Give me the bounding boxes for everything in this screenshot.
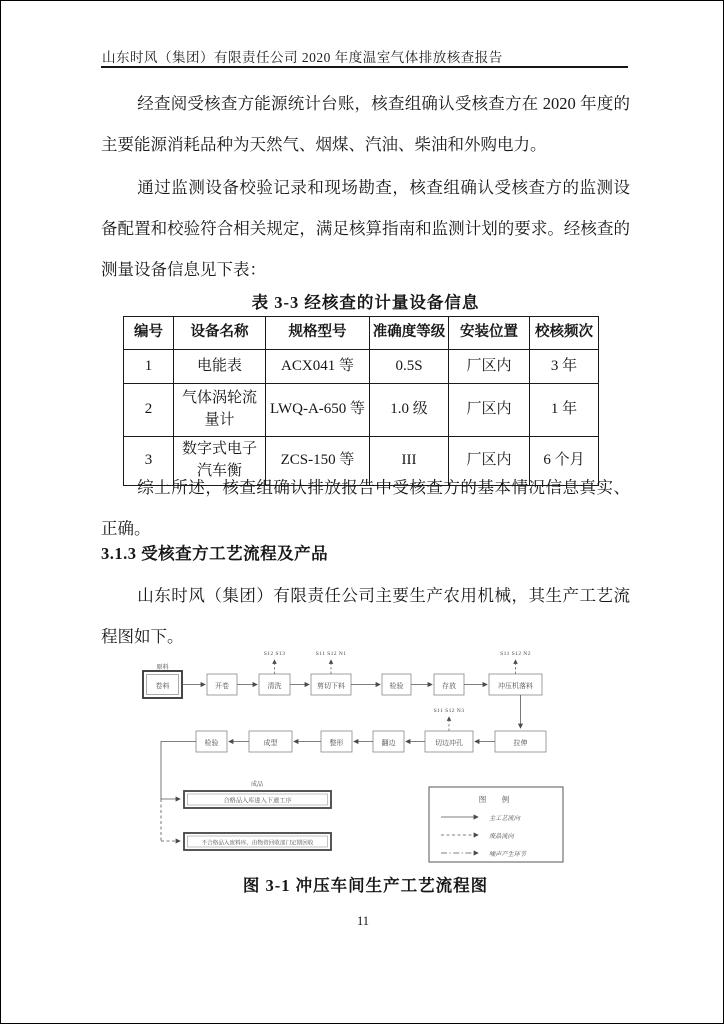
paragraph-conclusion: 综上所述，核查组确认排放报告中受核查方的基本情况信息真实、正确。 xyxy=(101,478,630,538)
metering-device-table xyxy=(123,316,599,486)
svg-text:存放: 存放 xyxy=(442,682,456,690)
flowchart-legend xyxy=(429,787,563,862)
svg-text:检验: 检验 xyxy=(389,682,404,690)
col-header-device-name: 设备名称 xyxy=(174,317,266,350)
product-label: 成品 xyxy=(250,781,264,788)
cell: 3 年 xyxy=(530,350,599,384)
flow-node-inspect-2 xyxy=(196,731,227,752)
figure-3-1-caption: 图 3-1 冲压车间生产工艺流程图 xyxy=(242,876,489,895)
legend-noise-source: 噪声产生环节 xyxy=(489,851,527,858)
cell: ZCS-150 等 xyxy=(266,437,370,486)
col-header-location: 安装位置 xyxy=(449,317,530,350)
cell: 2 xyxy=(124,384,174,437)
emission-label-n3: S11 S12 N3 xyxy=(433,708,465,714)
table-3-3-title: 表 3-3 经核查的计量设备信息 xyxy=(251,293,480,312)
emission-label-n1: S11 S12 N1 xyxy=(315,651,347,657)
col-header-calibration: 校核频次 xyxy=(530,317,599,350)
header-rule xyxy=(101,66,628,68)
cell: 电能表 xyxy=(174,350,266,384)
emission-label-s12-s13: S12 S13 xyxy=(263,651,286,657)
col-header-accuracy: 准确度等级 xyxy=(370,317,449,350)
flow-node-storage xyxy=(434,674,464,695)
flow-node-qualified-output xyxy=(184,780,331,808)
table-row xyxy=(124,350,599,384)
legend-waste-flow: 废品流向 xyxy=(489,833,514,840)
cell: 气体涡轮流量计 xyxy=(174,384,266,437)
flow-node-flanging xyxy=(373,731,404,752)
raw-material-label: 原料 xyxy=(156,664,169,671)
emission-source-labels xyxy=(264,651,531,731)
cell: 6 个月 xyxy=(530,437,599,486)
flow-node-washing xyxy=(259,674,290,695)
cell: ACX041 等 xyxy=(266,350,370,384)
cell: 厂区内 xyxy=(449,437,530,486)
legend-main-flow: 主工艺流向 xyxy=(489,815,520,822)
cell: 数字式电子汽车衡 xyxy=(174,437,266,486)
cell: 厂区内 xyxy=(449,384,530,437)
process-flowchart xyxy=(131,645,571,867)
col-header-number: 编号 xyxy=(124,317,174,350)
flow-node-drawing xyxy=(495,731,546,752)
flow-node-trim-punch xyxy=(425,731,473,752)
cell: LWQ-A-650 等 xyxy=(266,384,370,437)
svg-text:成型: 成型 xyxy=(263,739,278,747)
paragraph-energy-types: 经查阅受核查方能源统计台账，核查组确认受核查方在 2020 年度的主要能源消耗品种为天然气、烟煤、汽油、柴油和外购电力。 xyxy=(101,94,630,154)
page-number: 11 xyxy=(356,914,370,928)
flow-node-unqualified-output xyxy=(184,833,331,850)
flow-node-reshaping xyxy=(321,731,352,752)
svg-text:清洗: 清洗 xyxy=(267,682,282,690)
svg-text:剪切下料: 剪切下料 xyxy=(317,682,345,690)
cell: 3 xyxy=(124,437,174,486)
svg-text:拉伸: 拉伸 xyxy=(513,739,528,747)
cell: 1.0 级 xyxy=(370,384,449,437)
svg-text:翻边: 翻边 xyxy=(381,739,396,747)
paragraph-monitoring-devices: 通过监测设备校验记录和现场勘查，核查组确认受核查方的监测设备配置和校验符合相关规定，满足核算指南和监测计划的要求。经核查的测量设备信息见下表： xyxy=(101,178,630,279)
svg-text:切边冲孔: 切边冲孔 xyxy=(435,739,463,747)
cell: 1 xyxy=(124,350,174,384)
svg-text:开卷: 开卷 xyxy=(215,682,229,690)
flow-node-forming xyxy=(249,731,292,752)
cell: III xyxy=(370,437,449,486)
flow-node-shear-blanking xyxy=(311,674,351,695)
emission-label-n2: S11 S12 N2 xyxy=(500,651,531,657)
cell: 0.5S xyxy=(370,350,449,384)
cell: 厂区内 xyxy=(449,350,530,384)
svg-text:卷料: 卷料 xyxy=(155,682,170,690)
svg-text:检验: 检验 xyxy=(204,739,219,747)
flow-node-press-blanking xyxy=(489,674,542,695)
col-header-model: 规格型号 xyxy=(266,317,370,350)
svg-text:合格品入库进入下道工序: 合格品入库进入下道工序 xyxy=(223,797,292,805)
table-row xyxy=(124,384,599,437)
paragraph-products: 山东时风（集团）有限责任公司主要生产农用机械，其生产工艺流程图如下。 xyxy=(101,586,630,646)
flow-node-inspect-1 xyxy=(382,674,411,695)
cell: 1 年 xyxy=(530,384,599,437)
flow-node-coil xyxy=(143,663,182,698)
svg-text:整形: 整形 xyxy=(329,739,344,747)
flow-node-uncoil xyxy=(207,674,237,695)
svg-text:冲压机落料: 冲压机落料 xyxy=(498,682,533,690)
table-header-row xyxy=(124,317,599,350)
svg-text:不合格品入废料库、由物资回收部门定期回收: 不合格品入废料库、由物资回收部门定期回收 xyxy=(201,840,314,847)
section-heading-3-1-3: 3.1.3 受核查方工艺流程及产品 xyxy=(101,544,329,563)
legend-title: 图 例 xyxy=(478,795,514,804)
document-header: 山东时风（集团）有限责任公司 2020 年度温室气体排放核查报告 xyxy=(102,50,503,65)
